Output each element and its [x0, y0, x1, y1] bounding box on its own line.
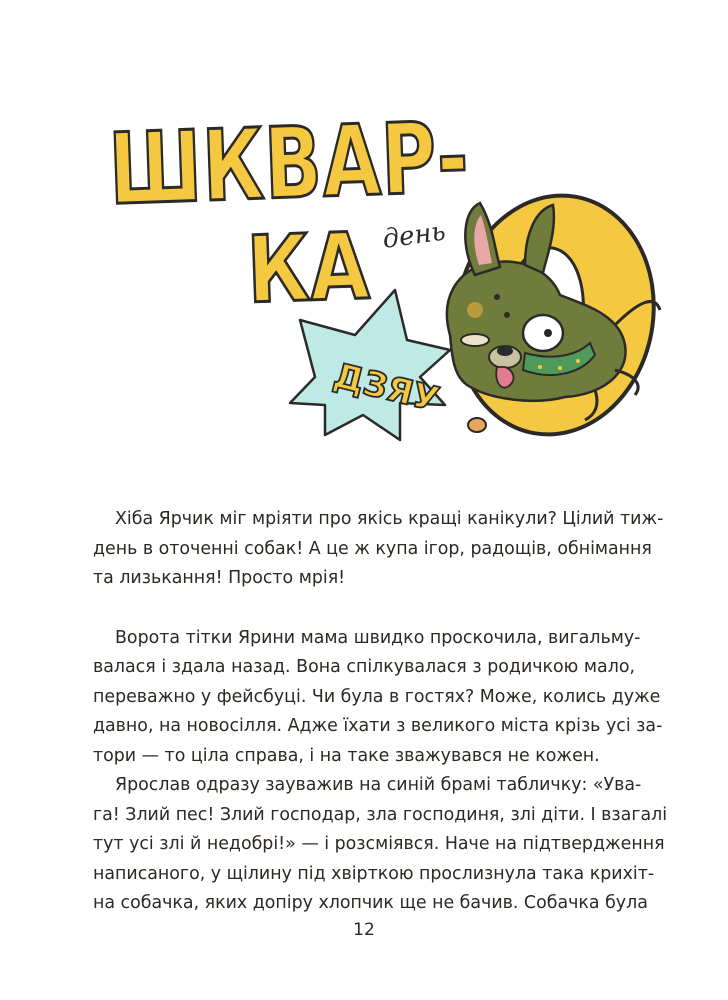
text-line: Ярослав одразу зауважив на синій брамі табличку: «Ува- — [115, 775, 642, 795]
text-line: переважно у фейсбуці. Чи була в гостях? Може, колись дуже — [93, 686, 661, 707]
burst-word: ДЗЯУ — [329, 355, 443, 421]
paragraph-2 — [93, 624, 663, 772]
text-line: Ворота тітки Ярини мама швидко проскочила, вигальму- — [115, 627, 641, 648]
paragraph-1 — [93, 505, 664, 594]
page-number: 12 — [353, 920, 375, 940]
text-line: давно, на новосілля. Адже їхати з великого міста крізь усі за- — [93, 716, 663, 736]
paragraph-3 — [93, 771, 668, 919]
text-line: день в оточенні собак! А це ж купа ігор, радощів, обнімання — [93, 538, 652, 559]
text-line: на собачка, яких допіру хлопчик ще не бачив. Собачка була — [93, 893, 648, 913]
chapter-body-text — [93, 505, 668, 919]
text-line: та лизькання! Просто мрія! — [93, 568, 346, 588]
text-line: тори — то ціла справа, і на таке зважувався не кожен. — [93, 745, 600, 766]
text-line: тут усі злі й недобрі!» — і розсміявся. Наче на підтвердження — [93, 834, 665, 854]
title-line-2: КА — [245, 211, 396, 324]
text-line: валася і здала назад. Вона спілкувалася з родичкою мало, — [93, 657, 635, 677]
title-line-1: ШКВАР- — [107, 97, 581, 228]
text-line: Хіба Ярчик міг мріяти про якісь кращі канікули? Цілий тиж- — [115, 509, 664, 529]
chapter-title-illustration — [95, 85, 675, 455]
text-line: га! Злий пес! Злий господар, зла господиня, злі діти. І взагалі — [93, 804, 668, 825]
text-line: написаного, у щілину під хвірткою прослизнула така крихіт- — [93, 863, 655, 884]
title-day-word: день — [380, 216, 448, 255]
